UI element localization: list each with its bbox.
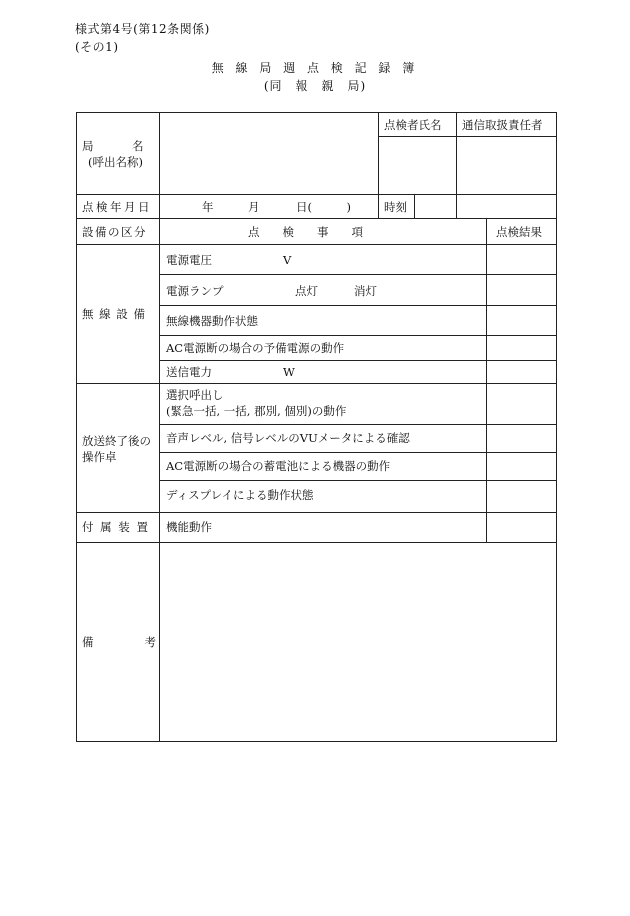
rule-column-header-bottom: [76, 244, 557, 245]
radio-equipment-status-item: 無線機器動作状態: [166, 314, 258, 328]
station-name-label: 局 名: [82, 139, 145, 153]
remarks-label: 備 考: [82, 635, 157, 649]
inspector-name-label: 点検者氏名: [384, 118, 442, 132]
day-weekday-label[interactable]: 日( ): [296, 200, 351, 214]
form-sub-number: (その1): [75, 40, 119, 54]
rule-inspector-header: [378, 136, 557, 137]
rule-radio-item-1: [159, 274, 557, 275]
selective-call-detail: (緊急一括, 一括, 郡別, 個別)の動作: [166, 404, 347, 418]
transmit-power-item: 送信電力: [166, 365, 212, 379]
table-border-right: [556, 112, 557, 742]
remarks-field[interactable]: [161, 544, 555, 740]
time-label: 時刻: [384, 200, 407, 214]
rule-console-item-3: [159, 480, 557, 481]
backup-power-item: AC電源断の場合の予備電源の動作: [166, 341, 345, 355]
lamp-off-option[interactable]: 消灯: [354, 284, 377, 298]
console-label-line1: 放送終了後の: [82, 434, 151, 448]
inspection-date-label: 点検年月日: [82, 200, 152, 214]
audio-level-item: 音声レベル, 信号レベルのVUメータによる確認: [166, 431, 410, 445]
power-unit: W: [283, 365, 295, 379]
inspector-name-field[interactable]: [380, 138, 454, 192]
rule-station-bottom: [76, 194, 557, 195]
rule-console-section-bottom: [76, 512, 557, 513]
table-border-top: [76, 112, 557, 113]
rule-date-bottom: [76, 218, 557, 219]
power-lamp-item: 電源ランプ: [166, 284, 224, 298]
station-name-field[interactable]: [161, 114, 376, 192]
document-subtitle: (同 報 親 局): [263, 79, 367, 93]
rule-console-item-2: [159, 452, 557, 453]
year-label[interactable]: 年: [202, 200, 214, 214]
selective-call-item: 選択呼出し: [166, 388, 224, 402]
inspection-record-table: [76, 112, 557, 742]
rule-radio-item-4: [159, 360, 557, 361]
rule-radio-section-bottom: [76, 383, 557, 384]
manager-label: 通信取扱責任者: [462, 118, 543, 132]
form-number: 様式第4号(第12条関係): [75, 22, 210, 36]
result-column-header: 点検結果: [496, 225, 542, 239]
rule-category-column: [159, 112, 160, 742]
call-sign-label: (呼出名称): [88, 155, 143, 169]
lamp-on-option[interactable]: 点灯: [295, 284, 318, 298]
items-column-header: 点 検 事 項: [248, 225, 363, 239]
rule-result-column: [486, 218, 487, 543]
power-voltage-item: 電源電圧: [166, 253, 212, 267]
voltage-unit: V: [283, 253, 292, 267]
rule-radio-item-2: [159, 305, 557, 306]
display-status-item: ディスプレイによる動作状態: [166, 488, 314, 502]
rule-console-item-1: [159, 424, 557, 425]
rule-aux-section-bottom: [76, 542, 557, 543]
rule-time-column: [414, 194, 415, 219]
radio-equipment-label: 無 線 設 備: [82, 307, 146, 321]
document-title: 無 線 局 週 点 検 記 録 簿: [211, 61, 419, 75]
rule-inspector-column: [378, 112, 379, 219]
console-label-line2: 操作卓: [82, 450, 117, 464]
battery-operation-item: AC電源断の場合の蓄電池による機器の動作: [166, 459, 391, 473]
rule-radio-item-3: [159, 335, 557, 336]
table-border-bottom: [76, 741, 557, 742]
auxiliary-equipment-label: 付 属 装 置: [82, 520, 150, 534]
table-border-left: [76, 112, 77, 742]
month-label[interactable]: 月: [248, 200, 260, 214]
category-column-header: 設備の区分: [82, 225, 147, 239]
function-operation-item: 機能動作: [166, 520, 212, 534]
time-field[interactable]: [416, 196, 554, 216]
manager-name-field[interactable]: [458, 138, 554, 192]
